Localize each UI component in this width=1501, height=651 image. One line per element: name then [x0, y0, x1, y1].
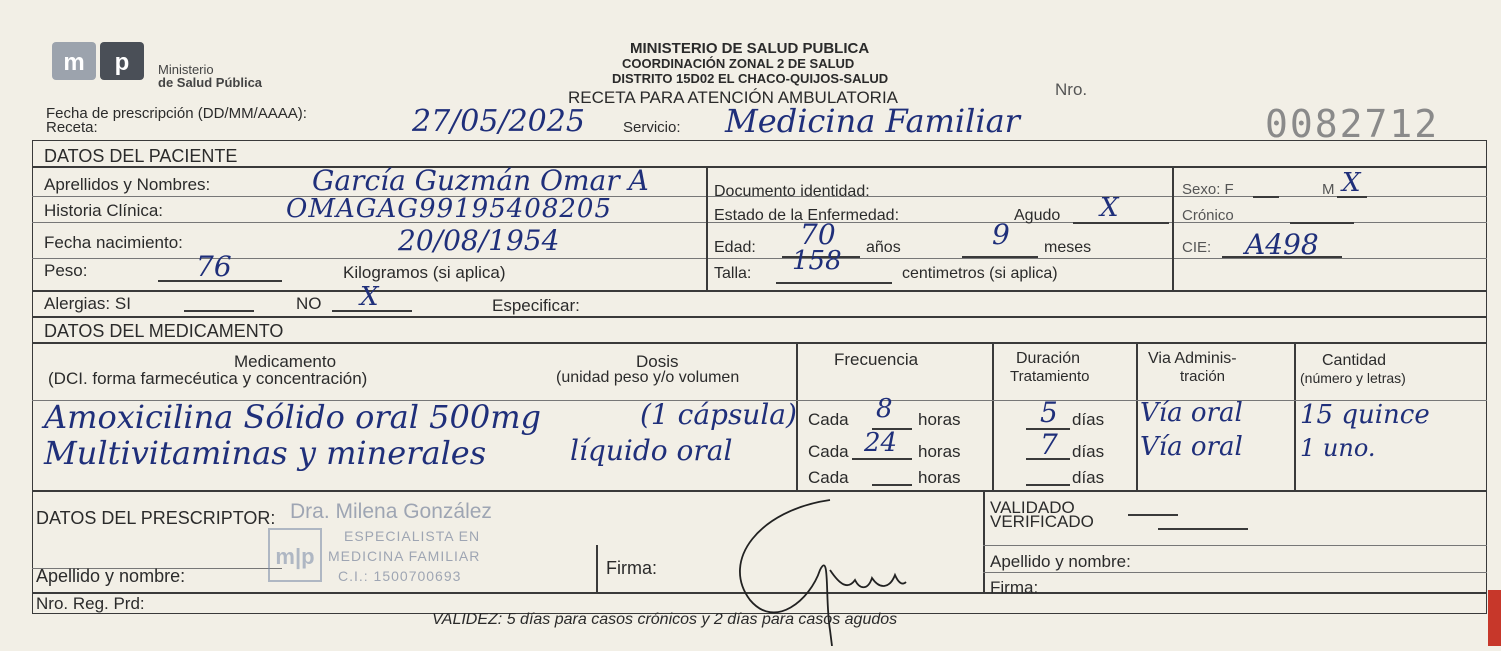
no-mark: X: [360, 282, 379, 312]
fecha-label: Fecha de prescripción (DD/MM/AAAA):: [46, 105, 307, 122]
row-dias-value: 7: [1040, 428, 1058, 461]
row-cada-label: Cada: [808, 442, 849, 461]
col-duracion: Duración: [1016, 350, 1081, 367]
row-cada-label: Cada: [808, 410, 849, 429]
stamp-name: Dra. Milena González: [290, 500, 492, 523]
cie-value: A498: [1245, 228, 1319, 261]
col-medicamento: Medicamento: [234, 352, 337, 371]
row-cada-value: 8: [876, 394, 893, 424]
fecha-value: 27/05/2025: [412, 104, 585, 139]
header-title4: RECETA PARA ATENCIÓN AMBULATORIA: [568, 88, 899, 107]
cie-label: CIE:: [1182, 239, 1212, 256]
peso-value: 76: [196, 250, 232, 283]
peso-unit: Kilogramos (si aplica): [343, 263, 506, 282]
row-horas-label: horas: [918, 442, 961, 461]
talla-value: 158: [792, 246, 842, 276]
col-cantidad-sub: (número y letras): [1300, 370, 1406, 386]
row-via: Vía oral: [1140, 398, 1243, 428]
col-duracion-sub: Tratamiento: [1010, 368, 1090, 385]
nro-value: 0082712: [1265, 102, 1440, 146]
agudo-label: Agudo: [1014, 207, 1061, 224]
especificar-label: Especificar:: [492, 296, 580, 315]
header-title3: DISTRITO 15D02 EL CHACO-QUIJOS-SALUD: [612, 71, 889, 86]
col-via: Via Adminis-: [1148, 350, 1237, 367]
edge-mark: [1488, 590, 1501, 646]
apellido-label: Apellido y nombre:: [36, 566, 186, 586]
row-dias-label: días: [1072, 442, 1105, 461]
col-via-sub: tración: [1180, 368, 1226, 385]
header-title2: COORDINACIÓN ZONAL 2 DE SALUD: [622, 56, 855, 71]
nacimiento-value: 20/08/1954: [398, 224, 560, 257]
documento-label: Documento identidad:: [714, 183, 870, 200]
col-dosis-sub: (unidad peso y/o volumen: [556, 369, 740, 386]
nombres-value: García Guzmán Omar A: [312, 164, 649, 197]
medication-section-title: DATOS DEL MEDICAMENTO: [44, 321, 284, 341]
firma2-label: Firma:: [990, 578, 1039, 597]
servicio-value: Medicina Familiar: [725, 102, 1020, 140]
row-dosis: (1 cápsula): [640, 398, 797, 431]
meses-value: 9: [992, 218, 1010, 251]
edad-label: Edad:: [714, 239, 756, 256]
row-via: Vía oral: [1140, 432, 1243, 462]
doctor-stamp: [268, 496, 568, 588]
meses-label: meses: [1044, 239, 1092, 256]
col-dosis: Dosis: [636, 352, 679, 371]
alergias-label: Alergias: SI: [44, 294, 131, 313]
row-cantidad: 1 uno.: [1300, 434, 1376, 462]
col-frecuencia: Frecuencia: [834, 350, 919, 369]
sexo-mark: X: [1342, 168, 1361, 198]
cronico-label: Crónico: [1182, 207, 1234, 224]
col-cantidad: Cantidad: [1322, 352, 1387, 369]
validez-note: VALIDEZ: 5 días para casos crónicos y 2 días para casos agudos: [432, 611, 898, 628]
row-medicamento: Multivitaminas y minerales: [44, 434, 487, 472]
stamp-medicine: MEDICINA FAMILIAR: [328, 548, 481, 564]
servicio-label: Servicio:: [623, 119, 681, 136]
nro-label: Nro.: [1055, 80, 1088, 99]
header-title1: MINISTERIO DE SALUD PUBLICA: [630, 40, 870, 57]
stamp-specialty: ESPECIALISTA EN: [344, 528, 481, 544]
nacimiento-label: Fecha nacimiento:: [44, 233, 183, 252]
historia-label: Historia Clínica:: [44, 201, 164, 220]
row-horas-label: horas: [918, 410, 961, 429]
row-dias-value: 5: [1040, 396, 1058, 429]
estado-label: Estado de la Enfermedad:: [714, 207, 900, 224]
edad-value: 70: [800, 218, 836, 251]
row-horas-label: horas: [918, 468, 961, 487]
talla-unit: centimetros (si aplica): [902, 265, 1058, 282]
prescriber-section-title: DATOS DEL PRESCRIPTOR:: [36, 508, 276, 528]
anos-label: años: [866, 239, 901, 256]
reg-label: Nro. Reg. Prd:: [36, 594, 145, 613]
sexo-label: Sexo: F: [1182, 181, 1234, 198]
peso-label: Peso:: [44, 261, 88, 280]
no-label: NO: [296, 294, 322, 313]
firma-label: Firma:: [606, 558, 657, 578]
validado-label: VALIDADO: [990, 498, 1075, 517]
receta-label: Receta:: [46, 119, 98, 136]
agudo-mark: X: [1100, 193, 1119, 223]
talla-label: Talla:: [714, 265, 752, 282]
patient-section-title: DATOS DEL PACIENTE: [44, 146, 238, 166]
nombres-label: Aprellidos y Nombres:: [44, 175, 211, 194]
col-medicamento-sub: (DCI. forma farmecéutica y concentración): [48, 369, 368, 388]
row-dias-label: días: [1072, 410, 1105, 429]
row-medicamento: Amoxicilina Sólido oral 500mg: [44, 398, 542, 436]
svg-text:p: p: [114, 49, 130, 76]
msp-logo: [52, 40, 152, 84]
svg-text:m: m: [63, 49, 85, 76]
row-cada-value: 24: [864, 428, 898, 458]
row-dias-label: días: [1072, 468, 1105, 487]
row-dosis: líquido oral: [570, 434, 733, 467]
row-cantidad: 15 quince: [1300, 400, 1430, 430]
verificado-label: VERIFICADO: [990, 512, 1094, 531]
ministerio-text: Ministerio de Salud Pública: [158, 62, 263, 90]
apellido2-label: Apellido y nombre:: [990, 552, 1131, 571]
stamp-logo: [268, 528, 322, 582]
svg-text:m|p: m|p: [275, 544, 315, 569]
row-cada-label: Cada: [808, 468, 849, 487]
historia-value: OMAGAG99195408205: [286, 194, 612, 224]
stamp-ci: C.I.: 1500700693: [338, 568, 462, 584]
sexo-m-label: M: [1322, 181, 1335, 198]
